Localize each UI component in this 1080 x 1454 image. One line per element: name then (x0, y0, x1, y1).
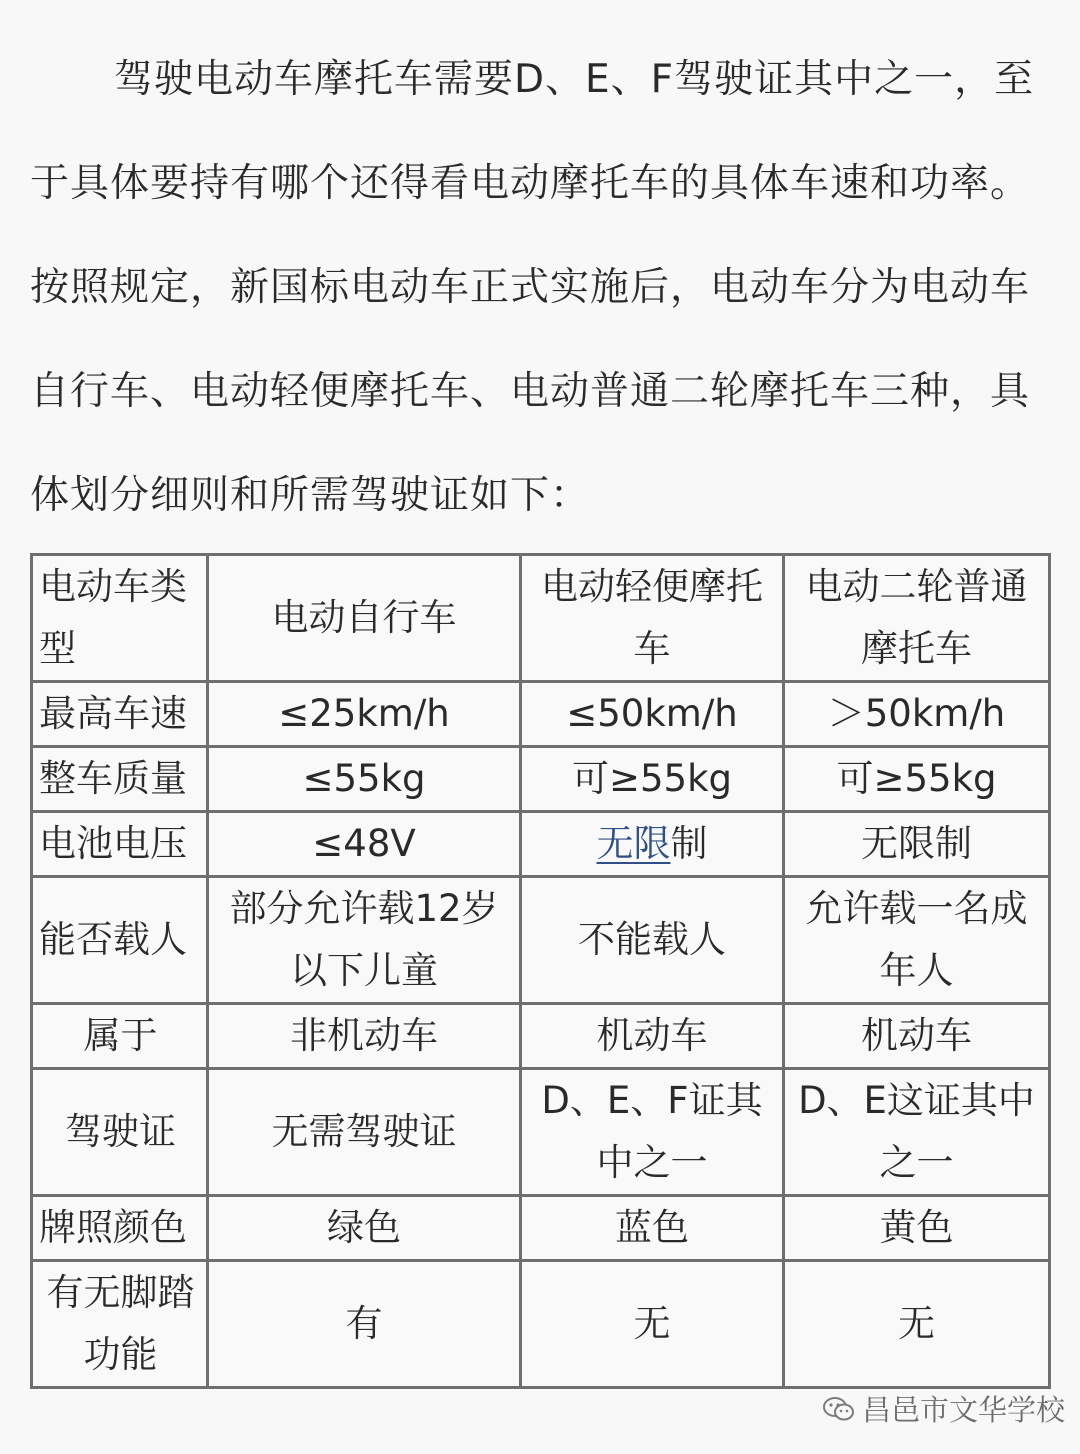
article-intro (30, 28, 1052, 548)
table-cell: 绿色 (208, 1196, 521, 1261)
table-cell: 无 (521, 1261, 784, 1388)
table-cell: 黄色 (784, 1196, 1050, 1261)
row-label-category: 属于 (32, 1004, 208, 1069)
intro-paragraph: 驾驶电动车摩托车需要D、E、F驾驶证其中之一，至于具体要持有哪个还得看电动摩托车的具体车速和功率。按照规定，新国标电动车正式实施后，电动车分为电动车自行车、电动轻便摩托车、电动普通二轮摩托车三种，具体划分细则和所需驾驶证如下： (30, 57, 1035, 518)
table-cell: ≤25km/h (208, 682, 521, 747)
table-cell: 机动车 (521, 1004, 784, 1069)
table-row (32, 747, 1050, 812)
table-header-ordinary-motorcycle: 电动二轮普通摩托车 (784, 555, 1050, 682)
table-cell: 非机动车 (208, 1004, 521, 1069)
table-cell: ≤48V (208, 812, 521, 877)
table-cell: 可≥55kg (521, 747, 784, 812)
row-label-battery-voltage: 电池电压 (32, 812, 208, 877)
table-header-electric-bicycle: 电动自行车 (208, 555, 521, 682)
table-row (32, 682, 1050, 747)
table-cell: 可≥55kg (784, 747, 1050, 812)
table-cell: 部分允许载12岁以下儿童 (208, 877, 521, 1004)
table-cell (521, 812, 784, 877)
table-cell-text: 制 (670, 822, 708, 865)
table-cell: 允许载一名成年人 (784, 877, 1050, 1004)
table-cell: 蓝色 (521, 1196, 784, 1261)
row-label-pedal: 有无脚踏功能 (32, 1261, 208, 1388)
table-row (32, 1069, 1050, 1196)
table-row (32, 1196, 1050, 1261)
table-header-label: 电动车类型 (32, 555, 208, 682)
table-cell: ≤50km/h (521, 682, 784, 747)
row-label-plate-color: 牌照颜色 (32, 1196, 208, 1261)
ebike-classification-table (30, 553, 1051, 1389)
table-cell: 无限制 (784, 812, 1050, 877)
table-row (32, 877, 1050, 1004)
table-row (32, 1004, 1050, 1069)
table-header-row (32, 555, 1050, 682)
unlimited-link[interactable]: 无限 (596, 822, 671, 865)
table-row (32, 812, 1050, 877)
table-cell: D、E这证其中之一 (784, 1069, 1050, 1196)
table-cell: 不能载人 (521, 877, 784, 1004)
row-label-max-speed: 最高车速 (32, 682, 208, 747)
table-cell: ≤55kg (208, 747, 521, 812)
table-cell: 机动车 (784, 1004, 1050, 1069)
table-cell: D、E、F证其中之一 (521, 1069, 784, 1196)
table-cell: 有 (208, 1261, 521, 1388)
table-cell: ＞50km/h (784, 682, 1050, 747)
table-cell: 无需驾驶证 (208, 1069, 521, 1196)
row-label-passenger: 能否载人 (32, 877, 208, 1004)
table-row (32, 1261, 1050, 1388)
row-label-weight: 整车质量 (32, 747, 208, 812)
table-cell: 无 (784, 1261, 1050, 1388)
table-header-light-motorcycle: 电动轻便摩托车 (521, 555, 784, 682)
row-label-license: 驾驶证 (32, 1069, 208, 1196)
account-watermark (822, 1388, 1065, 1429)
wechat-icon (822, 1395, 856, 1423)
watermark-text: 昌邑市文华学校 (862, 1393, 1066, 1427)
